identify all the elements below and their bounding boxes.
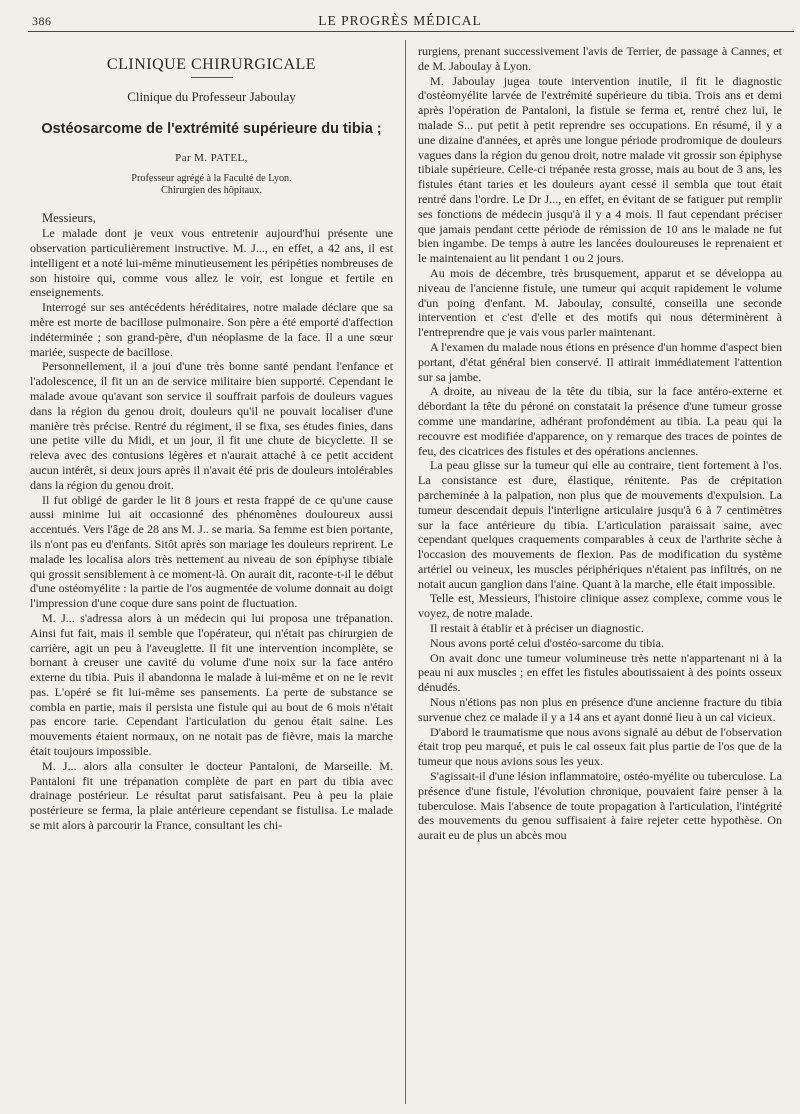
body-paragraph: M. J... alors alla consulter le docteur Pantaloni, de Marseille. M. Pantaloni fit une trépanation complète de part en part du tibia avec drainage postérieur. Le résultat parut satisfaisant. Peu à peu la plaie postérieure se ferma, la plaie antérieure cependant se fistulisa. Le malade se mit alors à parcourir la France, consultant les chi- — [30, 758, 393, 833]
body-paragraph: M. J... s'adressa alors à un médecin qui lui proposa une trépanation. Ainsi fut fait, mais il semble que l'opérateur, qui n'était pas chirurgien de carrière, agit un peu à l'aveuglette. Il fit une intervention incomplète, se bornant à creuser une cavité du volume d'une noix sur la face antéro externe du tibia. Puis il abandonna le malade à lui-même et on ne le revit pas. L'opéré se fit lui-même ses pansements. La perte de substance se combla en partie, mais il persista une fistule qui au bout de 6 mois n'était pas encore tarie. Cependant l'articulation du genou était saine. Les mouvements étaient normaux, on ne notait pas de fièvre, mais la marche était toujours impossible. — [30, 610, 393, 759]
body-paragraph: Il restait à établir et à préciser un diagnostic. — [430, 621, 644, 636]
author-line: Par M. PATEL, — [175, 151, 248, 164]
column-divider — [405, 40, 406, 1104]
body-paragraph: Il fut obligé de garder le lit 8 jours et resta frappé de ce qu'une cause aussi minime lui ait occasionné des phénomènes douloureux aussi accentués. Vers l'âge de 28 ans M. J.. se maria. Sa femme est bien portante, ils n'ont pas eu d'enfants. Sitôt après son mariage les douleurs reprirent. Le malade les localisa alors très nettement au niveau de son épiphyse tibiale qui grossit sensiblement à ce moment-là. On aurait dit, raconte-t-il le début d'une ostéomyélite : la partie de l'os augmentée de volume donnait au doigt l'impression d'une coque dure sans point de fluctuation. — [30, 492, 393, 611]
affiliation-line: Professeur agrégé à la Faculté de Lyon. — [131, 173, 292, 185]
section-rule — [191, 77, 233, 78]
body-paragraph: Nous avons porté celui d'ostéo-sarcome du tibia. — [430, 635, 665, 650]
body-paragraph: M. Jaboulay jugea toute intervention inutile, il fit le diagnostic d'ostéomyélite larvée de l'extrémité supérieure du tibia. Trois ans et demi après l'opération de Pantaloni, la fistule se ferma et, rentré chez lui, le malade S... put petit à petit reprendre ses occupations. En résumé, il y a une dizaine d'années, et après une longue période prodromique de douleurs vagues dans la région du genou droit, notre malade vit grossir son épiphyse tibiale supérieure. Celle-ci trépanée resta grosse, mais au bout de 3 ans, les fistules étant taries et les douleurs ayant cessé il sembla que tout était rentré dans l'ordre. Le Dr J..., en effet, en évitant de se fatiguer put remplir ses fonctions de médecin jusqu'à il y a 4 mois. Il faut cependant préciser que jamais pendant cette période de rémission de 10 ans le malade ne fut bien ingambe. De temps à autre les lancées douloureuses le reprenaient et le maintenaient au lit pendant 1 ou 2 jours. — [418, 73, 782, 266]
journal-title: LE PROGRÈS MÉDICAL — [318, 13, 482, 28]
section-title: CLINIQUE CHIRURGICALE — [106, 58, 317, 73]
body-paragraph: Telle est, Messieurs, l'histoire clinique assez complexe, comme vous le voyez, de notre malade. — [418, 591, 782, 621]
right-column — [418, 44, 782, 1110]
affiliation-line: Chirurgien des hôpitaux. — [161, 185, 262, 197]
page-number: 386 — [32, 14, 52, 28]
body-paragraph: A l'examen du malade nous étions en présence d'un homme d'aspect bien portant, d'état général bien conservé. Il attirait immédiatement l'attention sur sa jambe. — [418, 339, 782, 384]
clinic-name: Clinique du Professeur Jaboulay — [127, 88, 296, 104]
body-paragraph: Au mois de décembre, très brusquement, apparut et se développa au niveau de l'ancienne fistule, une tumeur qui acquit rapidement le volume d'un poing d'enfant. M. Jaboulay, consulté, conseilla une seconde intervention et c'est d'elle et des motifs qui nous déterminèrent à l'entreprendre que je vais vous parler maintenant. — [418, 265, 782, 340]
body-paragraph: Le malade dont je veux vous entretenir aujourd'hui présente une observation particulièrement instructive. M. J..., en effet, a 42 ans, il est intelligent et a noté lui-même minutieusement les péripéties nombreuses de son histoire qui, comme vous allez le voir, est longue et fertile en enseignements. — [30, 226, 393, 300]
body-paragraph: A droite, au niveau de la tête du tibia, sur la face antéro-externe et débordant la tête du péroné on constatait la présence d'une tumeur grosse comme une mandarine, adhérant profondément au tibia. La peau qui la recouvre est modifiée d'apparence, on y remarque des traces de pointes de feu, des cicatrices des fistules et des opérations anciennes. — [418, 384, 782, 458]
body-paragraph: Personnellement, il a joui d'une très bonne santé pendant l'enfance et l'adolescence, il fit un an de service militaire bien supporté. Cependant le malade avoue qu'avant son service il souffrait parfois de douleurs vagues dans la région du genou droit, douleurs qu'il ne pouvait localiser d'une manière très précise. Rentré du régiment, il se fixa, ses études finies, dans une petite ville du Midi, et un jour, il fit une chute de bicyclette. Il se releva avec des contusions légères et n'aurait attaché à ce petit accident aucun intérêt, si deux jours après il n'avait été pris de douleurs intolérables dans la région du genou droit. — [30, 359, 393, 492]
body-paragraph: La peau glisse sur la tumeur qui elle au contraire, tient fortement à l'os. La consistance est dure, élastique, rénitente. Pas de crépitation parcheminée à la palpation, non plus que de mouvements d'expulsion. La tumeur descendait depuis l'interligne articulaire jusqu'à 6 à 7 centimètres sur la face antérieure du tibia. L'articulation paraissait saine, avec cependant quelques craquements comparables à ceux de l'arthrite sèche à l'occasion des mouvements de flexion. Pas de modification du système artériel ou veineux, les muscles périphériques n'étaient pas infiltrés, on ne notait aucun ganglion dans l'aine. Quant à la marche, elle était impossible. — [418, 458, 782, 591]
salutation: Messieurs, — [42, 211, 96, 226]
left-column — [30, 58, 393, 1110]
body-paragraph: S'agissait-il d'une lésion inflammatoire, ostéo-myélite ou tuberculose. La présence d'une fistule, l'évolution chronique, pouvaient faire penser à la tuberculose. Mais l'absence de toute propagation à l'articulation, l'intégrité des mouvements du genou suffisaient à faire rejeter cette hypothèse. On aurait eu de plus un abcès mou — [418, 769, 782, 843]
author-affiliation — [30, 173, 393, 197]
body-paragraph: Interrogé sur ses antécédents héréditaires, notre malade déclare que sa mère est morte de bacillose pulmonaire. Son père a été emporté d'affection indéterminée ; son grand-père, d'un néoplasme de la face. Il a une sœur mariée, suspecte de bacillose. — [30, 300, 393, 359]
body-paragraph: On avait donc une tumeur volumineuse très nette n'appartenant ni à la peau ni aux muscles ; en effet les fistules aboutissaient à des points osseux dénudés. — [418, 650, 782, 695]
header-rule — [28, 31, 794, 32]
body-paragraph: rurgiens, prenant successivement l'avis de Terrier, de passage à Cannes, et de M. Jaboulay à Lyon. — [418, 44, 782, 73]
body-paragraph: Nous n'étions pas non plus en présence d'une ancienne fracture du tibia survenue chez ce malade il y a 14 ans et ayant donné lieu à un cal vicieux. — [418, 695, 782, 724]
body-paragraph: D'abord le traumatisme que nous avons signalé au début de l'observation était trop peu marqué, et puis le cal osseux fait plus partie de l'os que de la tumeur que nous avions sous les yeux. — [418, 724, 782, 769]
article-title: Ostéosarcome de l'extrémité supérieure du tibia ; — [41, 120, 382, 137]
